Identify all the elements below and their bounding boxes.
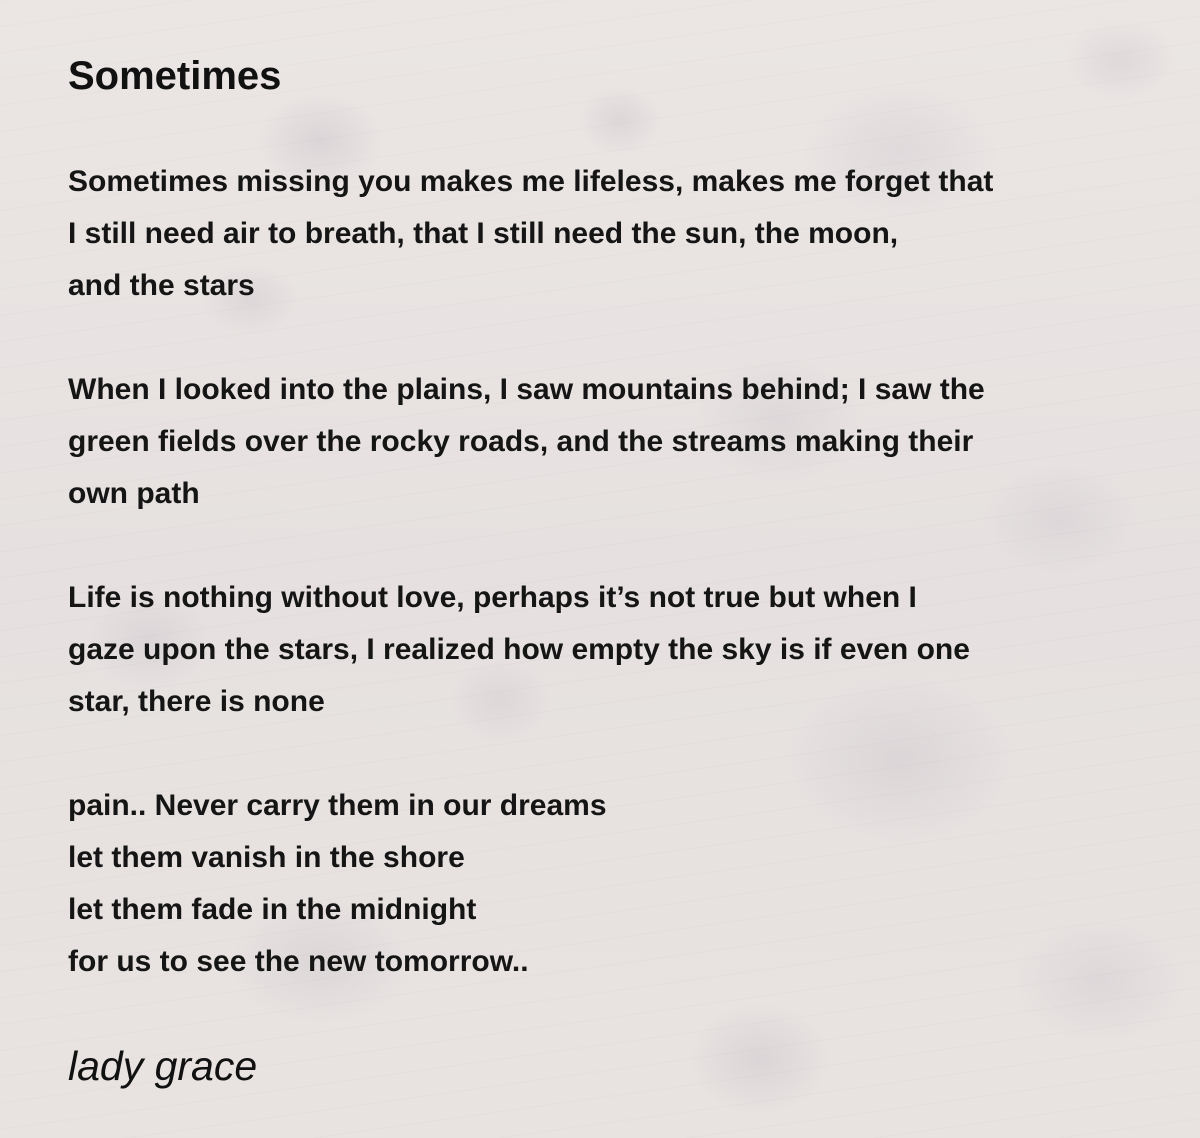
stanza-4 [68,780,1148,988]
poem-line: pain.. Never carry them in our dreams [68,789,607,822]
poem-line: gaze upon the stars, I realized how empty the sky is if even one [68,633,970,666]
poem-line: Sometimes missing you makes me lifeless, makes me forget that [68,165,994,198]
poem-line: own path [68,477,200,510]
poem-line: green fields over the rocky roads, and the streams making their [68,425,974,458]
poem-line: star, there is none [68,685,325,718]
poem-line: for us to see the new tomorrow.. [68,945,529,978]
stanza-3 [68,572,1148,728]
poem-container [68,52,1148,1092]
stanza-2 [68,364,1148,520]
poem-line: Life is nothing without love, perhaps it’s not true but when I [68,581,917,614]
poem-line: I still need air to breath, that I still need the sun, the moon, [68,217,899,250]
stanza-1 [68,156,1148,312]
poem-line: and the stars [68,269,255,302]
poem-line: let them vanish in the shore [68,841,465,874]
poem-line: let them fade in the midnight [68,893,477,926]
poem-body [68,156,1148,988]
poem-title: Sometimes [68,54,282,98]
poem-line: When I looked into the plains, I saw mountains behind; I saw the [68,373,985,406]
poem-author: lady grace [68,1043,258,1089]
